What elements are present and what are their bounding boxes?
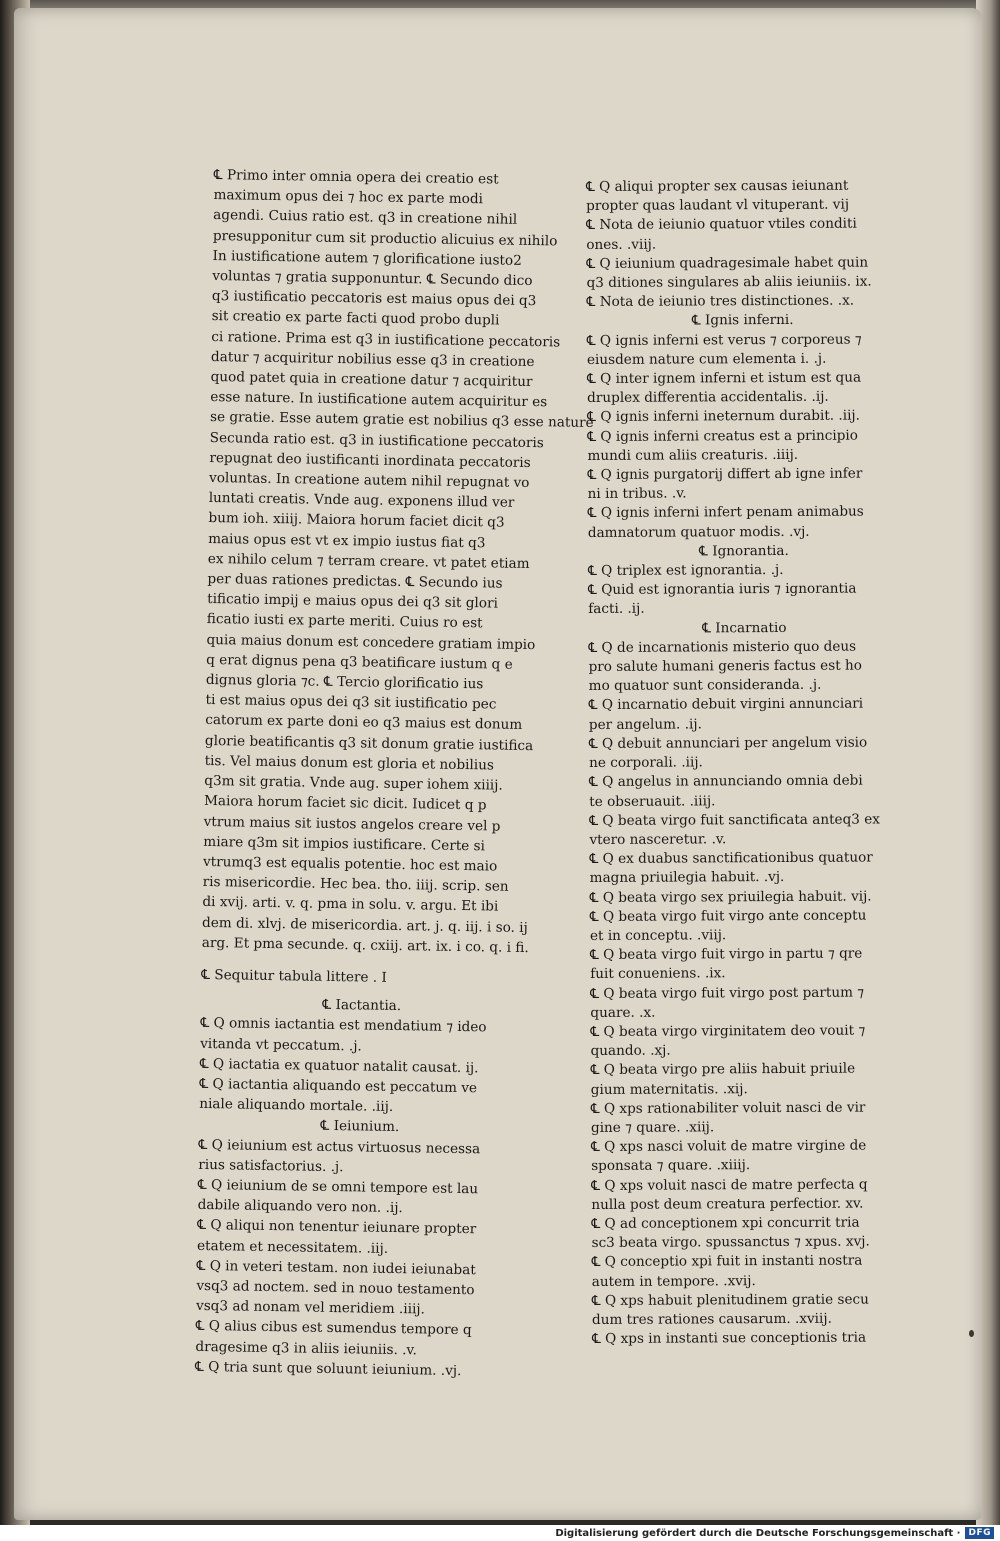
text-line: presupponitur cum sit productio alicuius ex nihilo <box>212 227 558 250</box>
text-line: q erat dignus pena q3 beatificare iustum q e <box>206 651 513 673</box>
text-line: In iustificatione autem ⁊ glorificatione iusto2 <box>212 247 522 269</box>
text-line: per angelum. .ij. <box>588 716 702 733</box>
text-line: catorum ex parte doni eo q3 maius est donum <box>205 712 523 734</box>
text-line: te obseruauit. .iiij. <box>589 792 716 810</box>
footer-credit: Digitalisierung gefördert durch die Deutsche Forschungsgemeinschaft · <box>555 1527 961 1539</box>
left-text-column <box>194 165 594 1382</box>
text-line: propter quas laudant vl vituperant. vij <box>586 196 850 215</box>
text-line: datur ⁊ acquiritur nobilius esse q3 in creatione <box>210 348 535 370</box>
section-heading: ℄ Incarnatio <box>702 619 787 637</box>
text-line: ℄ Q in veteri testam. non iudei ieiunabat <box>196 1257 476 1279</box>
text-line: sponsata ⁊ quare. .xiiij. <box>591 1157 751 1175</box>
table-title: ℄ Sequitur tabula littere . I <box>201 966 387 986</box>
text-line: vitanda vt peccatum. .j. <box>200 1035 362 1054</box>
text-line: dignus gloria ⁊c. ℄ Tercio glorificatio ius <box>205 672 484 693</box>
text-line: facti. .ij. <box>588 601 645 618</box>
text-line: ℄ Q xps in instanti sue conceptionis tria <box>592 1329 867 1348</box>
text-line: ℄ Q angelus in annunciando omnia debi <box>589 772 863 791</box>
text-line: repugnat deo iustificanti inordinata peccatoris <box>209 449 531 471</box>
text-line: ℄ Primo inter omnia opera dei creatio est <box>213 166 499 188</box>
text-line: vtrumq3 est equalis potentie. hoc est maio <box>202 853 498 875</box>
text-line: ℄ Q alius cibus est sumendus tempore q <box>195 1318 472 1339</box>
text-line: quod patet quia in creatione datur ⁊ acquiritur <box>210 369 533 391</box>
text-line: ℄ Q triplex est ignorantia. .j. <box>588 562 784 580</box>
text-line: ℄ Q ieiunium est actus virtuosus necessa <box>198 1136 481 1157</box>
text-line: gine ⁊ quare. .xiij. <box>590 1119 715 1136</box>
text-line: eiusdem nature cum elementa i. .j. <box>586 350 827 368</box>
text-line: ℄ Q ignis inferni ineternum durabit. .iij. <box>587 408 861 426</box>
text-line: se gratie. Esse autem gratie est nobilius q3 esse nature <box>209 409 594 432</box>
text-line: mundi cum aliis creaturis. .iiij. <box>587 446 799 464</box>
text-line: pro salute humani generis factus est ho <box>588 657 862 676</box>
text-line: agendi. Cuius ratio est. q3 in creatione nihil <box>213 207 518 229</box>
text-line: ℄ Q xps voluit nasci de matre perfecta q <box>591 1176 868 1194</box>
text-line: quare. .x. <box>590 1004 656 1021</box>
text-line: ℄ Q beata virgo fuit virgo ante conceptu <box>589 907 867 925</box>
text-line: tis. Vel maius donum est gloria et nobilius <box>204 752 494 774</box>
text-line: ℄ Q beata virgo sex priuilegia habuit. vij. <box>589 888 872 906</box>
text-line: arg. Et pma secunde. q. cxiij. art. ix. i co. q. i fi. <box>201 934 529 956</box>
text-line: ℄ Q beata virgo fuit virgo in partu ⁊ qre <box>590 945 863 964</box>
text-line: dum tres rationes causarum. .xviij. <box>591 1310 832 1328</box>
text-line: ℄ Q beata virgo fuit sanctificata anteq3 ex <box>589 811 880 829</box>
text-line: quando. .xj. <box>590 1042 671 1060</box>
text-line: dragesime q3 in aliis ieiuniis. .v. <box>195 1338 417 1358</box>
digitization-footer <box>0 1525 1000 1541</box>
text-line: q3 ditiones singulares ab aliis ieiuniis. ix. <box>586 273 872 292</box>
section-heading: ℄ Ieiunium. <box>320 1118 400 1136</box>
text-line: sc3 beata virgo. spussanctus ⁊ xpus. xvj. <box>591 1233 870 1252</box>
text-line: glorie beatificantis q3 sit donum gratie iustifica <box>204 732 534 754</box>
text-line: ones. .viij. <box>586 236 657 253</box>
text-line: ℄ Q conceptio xpi fuit in instanti nostra <box>591 1252 863 1271</box>
right-text-column <box>586 176 884 1349</box>
text-line: ℄ Q omnis iactantia est mendatium ⁊ ideo <box>200 1015 487 1036</box>
text-line: di xvij. arti. v. q. pma in solu. v. argu. Et ibi <box>202 894 499 915</box>
text-line: dem di. xlvj. de misericordia. art. j. q. iij. i so. ij <box>201 914 528 936</box>
text-line: fuit conueniens. .ix. <box>590 965 726 983</box>
text-line: nulla post deum creatura perfectior. xv. <box>591 1195 864 1213</box>
section-heading: ℄ Iactantia. <box>322 996 402 1015</box>
text-line: vsq3 ad noctem. sed in nouo testamento <box>196 1277 475 1299</box>
page-stain <box>969 1330 974 1337</box>
text-line: esse nature. In iustificatione autem acquiritur es <box>210 389 548 411</box>
section-heading: ℄ Ignorantia. <box>699 542 789 560</box>
text-line: voluntas ⁊ gratia supponuntur. ℄ Secundo dico <box>212 268 533 290</box>
text-line: ℄ Q beata virgo pre aliis habuit priuile <box>590 1060 856 1079</box>
section-heading: ℄ Ignis inferni. <box>691 312 794 329</box>
text-line: ℄ Q aliqui propter sex causas ieiunant <box>586 177 849 195</box>
text-line: ℄ Q xps nasci voluit de matre virgine de <box>591 1137 867 1156</box>
text-line: ℄ Q aliqui non tenentur ieiunare propter <box>197 1217 477 1238</box>
text-line: et in conceptu. .viij. <box>589 927 727 944</box>
text-line: mo quatuor sunt consideranda. .j. <box>588 677 822 695</box>
text-line: miare q3m sit impios iustificare. Certe si <box>203 833 486 855</box>
text-line: quia maius donum est concedere gratiam impio <box>206 631 536 653</box>
text-line: ℄ Q ignis inferni est verus ⁊ corporeus ⁊ <box>586 331 862 349</box>
text-line: maius opus est vt ex impio iustus fiat q3 <box>208 530 486 551</box>
text-line: ℄ Q tria sunt que soluunt ieiunium. .vj. <box>194 1358 462 1379</box>
text-line: ℄ Nota de ieiunio tres distinctiones. .x. <box>586 292 855 311</box>
text-line: ℄ Q ieiunium quadragesimale habet quin <box>586 254 869 272</box>
text-line: ℄ Q beata virgo fuit virgo post partum ⁊ <box>590 984 865 1002</box>
text-line: q3m sit gratia. Vnde aug. super iohem xiiij. <box>204 773 503 794</box>
text-line: ℄ Q xps habuit plenitudinem gratie secu <box>591 1291 869 1309</box>
text-line: ℄ Q ad conceptionem xpi concurrit tria <box>591 1214 860 1232</box>
text-line: ℄ Q iactatia ex quatuor natalit causat. ij. <box>199 1055 479 1076</box>
text-line: ℄ Q inter ignem inferni et istum est qua <box>587 369 862 388</box>
text-line: rius satisfactorius. .j. <box>198 1156 344 1175</box>
text-line: ℄ Q ignis purgatorij differt ab igne infer <box>587 465 863 484</box>
text-line: ℄ Q ex duabus sanctificationibus quatuor <box>589 849 873 868</box>
text-line: autem in tempore. .xvij. <box>591 1272 756 1290</box>
text-line: ci ratione. Prima est q3 in iustificatione peccatoris <box>211 328 561 351</box>
text-line: ni in tribus. .v. <box>587 485 687 503</box>
text-line: tificatio impij e maius opus dei q3 sit glori <box>207 591 498 612</box>
text-line: ℄ Q de incarnationis misterio quo deus <box>588 638 857 656</box>
text-line: ℄ Q xps rationabiliter voluit nasci de vir <box>590 1099 866 1117</box>
text-line: ℄ Q incarnatio debuit virgini annunciari <box>588 696 864 714</box>
text-line: ℄ Q ignis inferni creatus est a principio <box>587 427 858 445</box>
text-line: gium maternitatis. .xij. <box>590 1080 748 1098</box>
text-line: ficatio iusti ex parte meriti. Cuius ro est <box>206 611 483 632</box>
text-line: ℄ Quid est ignorantia iuris ⁊ ignorantia <box>588 580 857 599</box>
text-line: niale aliquando mortale. .iij. <box>199 1096 394 1116</box>
text-line: ℄ Q iactantia aliquando est peccatum ve <box>199 1075 478 1097</box>
dfg-logo-icon: DFG <box>965 1527 994 1539</box>
text-line: Maiora horum faciet sic dicit. Iudicet q p <box>203 793 487 814</box>
text-line: druplex differentia accidentalis. .ij. <box>587 388 829 407</box>
text-line: per duas rationes predictas. ℄ Secundo ius <box>207 571 503 592</box>
text-line: Secunda ratio est. q3 in iustificatione peccatoris <box>209 429 544 451</box>
text-line: ℄ Q beata virgo virginitatem deo vouit ⁊ <box>590 1022 866 1040</box>
text-line: q3 iustificatio peccatoris est maius opus dei q3 <box>211 288 537 310</box>
text-line: ti est maius opus dei q3 sit iustificatio pec <box>205 692 497 713</box>
text-line: ne corporali. .iij. <box>589 754 703 772</box>
text-line: sit creatio ex parte facti quod probo dupli <box>211 308 500 329</box>
text-line: ℄ Q debuit annunciari per angelum visio <box>588 734 868 752</box>
text-line: vtrum maius sit iustos angelos creare vel p <box>203 813 501 835</box>
text-line: voluntas. In creatione autem nihil repugnat vo <box>208 470 530 492</box>
text-line: ris misericordie. Hec bea. tho. iiij. scrip. sen <box>202 874 509 895</box>
text-line: ex nihilo celum ⁊ terram creare. vt patet etiam <box>207 550 530 572</box>
text-line: dabile aliquando vero non. .ij. <box>197 1197 403 1217</box>
text-line: vsq3 ad nonam vel meridiem .iiij. <box>195 1298 426 1318</box>
text-line: luntati creatis. Vnde aug. exponens illud ver <box>208 490 515 512</box>
text-line: bum ioh. xiiij. Maiora horum faciet dicit q3 <box>208 510 505 532</box>
text-line: etatem et necessitatem. .iij. <box>196 1237 389 1257</box>
text-line: vtero nasceretur. .v. <box>589 831 727 848</box>
text-line: ℄ Q ieiunium de se omni tempore est lau <box>197 1176 479 1198</box>
text-line: maximum opus dei ⁊ hoc ex parte modi <box>213 187 484 208</box>
text-line: ℄ Q ignis inferni infert penam animabus <box>587 504 864 522</box>
text-line: damnatorum quatuor modis. .vj. <box>587 523 810 541</box>
text-line: magna priuilegia habuit. .vj. <box>589 869 785 887</box>
text-line: ℄ Nota de ieiunio quatuor vtiles conditi <box>586 215 857 234</box>
